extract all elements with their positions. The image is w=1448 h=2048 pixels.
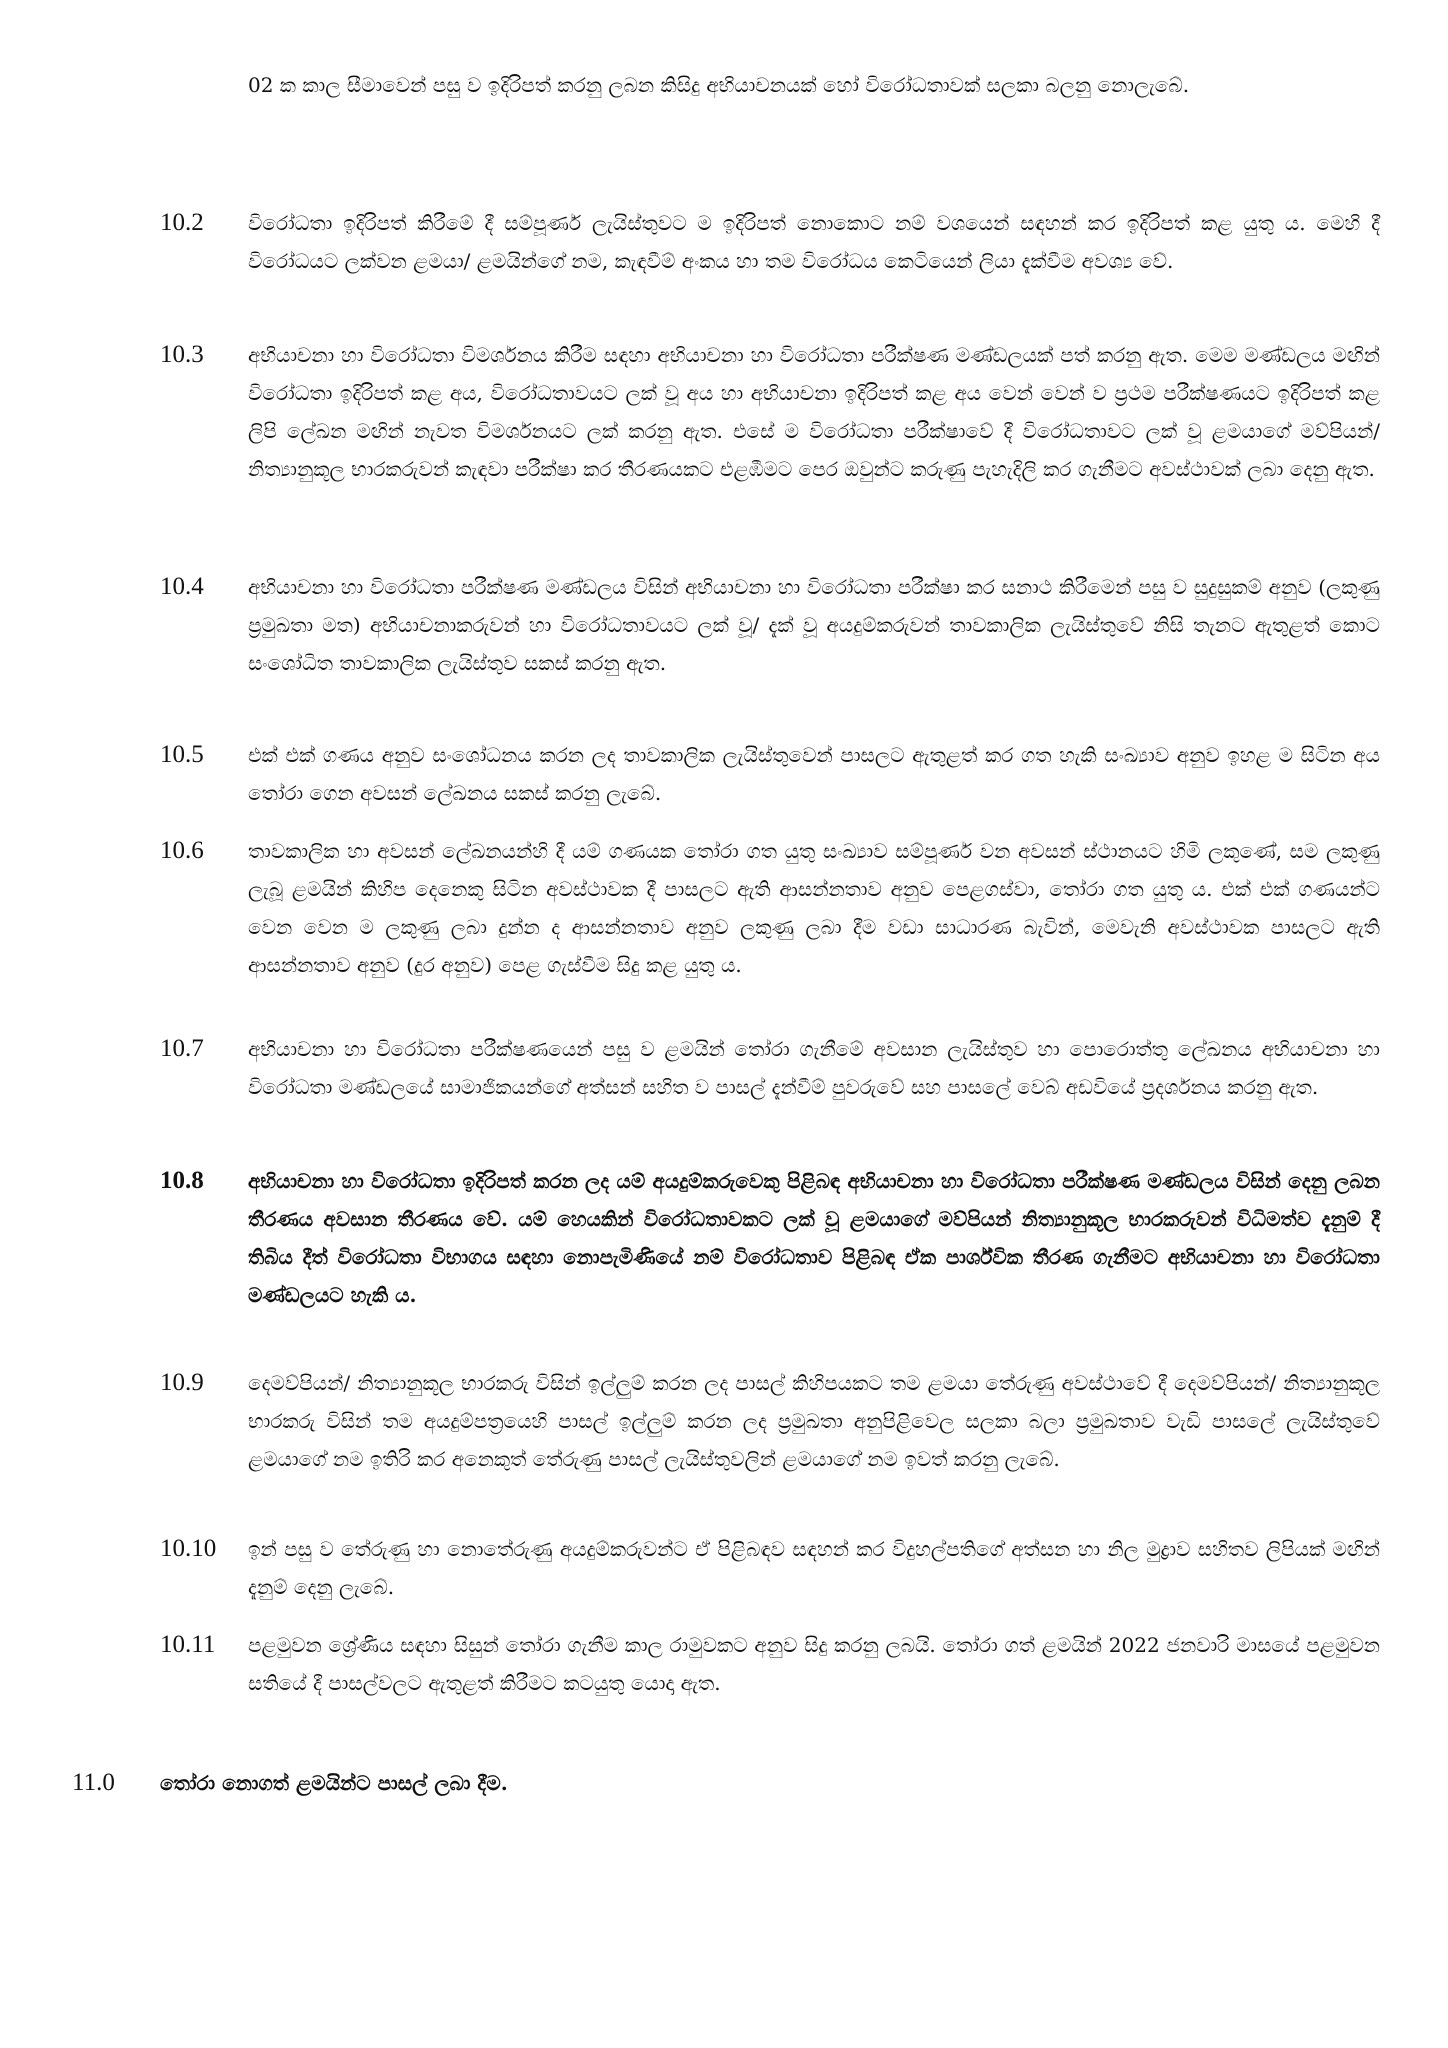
- clause-number: 10.5: [160, 741, 204, 768]
- clause-text: අභියාචනා හා විරෝධතා විමර්ශනය කිරීම සඳහා අභියාචනා හා විරෝධතා පරීක්ෂණ මණ්ඩලයක් පත් කරනු ඇත. මෙම මණ්ඩලය මඟින් විරෝධතා ඉදිරිපත් කළ අය, විරෝධතාවයට ලක් වූ අය හා අභියාචනා ඉදිරිපත් කළ අය වෙන් වෙන් ව ප්‍රථම පරීක්ෂණයට ඉදිරිපත් කළ ලිපි ලේඛන මඟින් නැවත විමර්ශනයට ලක් කරනු ඇත. එසේ ම විරෝධතා පරීක්ෂාවේ දී විරෝධතාවට ලක් වූ ළමයාගේ මව්පියන්/නිත්‍යානුකූල භාරකරුවන් කැඳවා පරීක්ෂා කර තීරණයකට එළඹීමට පෙර ඔවුන්ට කරුණු පැහැදිලි කර ගැනීමට අවස්ථාවක් ලබා දෙනු ඇත.: [248, 343, 1380, 481]
- clause-number: 10.7: [160, 1035, 204, 1062]
- clause-text: ඉන් පසු ව තේරුණු හා නොතේරුණු අයදුම්කරුවන්ට ඒ පිළිබඳව සඳහන් කර විදුහල්පතිගේ අත්සන හා නිල මුද්‍රාව සහිතව ලිපියක් මඟින් දැනුම් දෙනු ලැබේ.: [248, 1537, 1380, 1599]
- clause-text: විරෝධතා ඉදිරිපත් කිරීමේ දී සම්පූර්ණ ලැයිස්තුවට ම ඉදිරිපත් නොකොට නම් වශයෙන් සඳහන් කර ඉදිරිපත් කළ යුතු ය. මෙහි දී විරෝධයට ලක්වන ළමයා/ ළමයින්ගේ නම, කැඳවීම් අංකය හා තම විරෝධය කෙටියෙන් ලියා දැක්වීම අවශ්‍ය වේ.: [248, 211, 1380, 273]
- clause-number: 10.10: [160, 1535, 217, 1562]
- clause-number: 10.9: [160, 1369, 204, 1396]
- section-title: තෝරා නොගත් ළමයින්ට පාසල් ලබා දීම.: [160, 1771, 508, 1795]
- clause-number: 10.8: [160, 1167, 204, 1194]
- clause-number: 10.4: [160, 573, 204, 600]
- clause-number: 10.2: [160, 209, 204, 236]
- clause-number: 10.11: [160, 1631, 216, 1658]
- intro-paragraph: 02 ක කාල සීමාවෙන් පසු ව ඉදිරිපත් කරනු ලබන කිසිදු අභියාචනයක් හෝ විරෝධතාවක් සලකා බලනු නොලැබේ.: [248, 73, 1190, 97]
- clause-number: 10.3: [160, 341, 204, 368]
- clause-text: අභියාචනා හා විරෝධතා පරීක්ෂණයෙන් පසු ව ළමයින් තෝරා ගැනීමේ අවසාන ලැයිස්තුව හා පොරොත්තු ලේඛනය අභියාචනා හා විරෝධතා මණ්ඩලයේ සාමාජිකයන්ගේ අත්සන් සහිත ව පාසල් දැන්වීම් පුවරුවේ සහ පාසලේ වෙබ් අඩවියේ ප්‍රදර්ශනය කරනු ඇත.: [248, 1037, 1380, 1099]
- clause-number: 10.6: [160, 837, 204, 864]
- section-number: 11.0: [72, 1769, 115, 1796]
- clause-text: අභියාචනා හා විරෝධතා ඉදිරිපත් කරන ලද යම් අයදුම්කරුවෙකු පිළිබඳ අභියාචනා හා විරෝධතා පරීක්ෂණ මණ්ඩලය විසින් දෙනු ලබන තීරණය අවසාන තීරණය වේ. යම් හෙයකින් විරෝධතාවකට ලක් වූ ළමයාගේ මව්පියන් නිත්‍යානුකූල භාරකරුවන් විධිමත්ව දැනුම් දී තිබිය දීත් විරෝධතා විභාගය සඳහා නොපැමිණියේ නම් විරෝධතාව පිළිබඳ ඒක පාර්ශ්වික තීරණ ගැනීමට අභියාචනා හා විරෝධතා මණ්ඩලයට හැකි ය.: [248, 1169, 1380, 1307]
- clause-text: අභියාචනා හා විරෝධතා පරීක්ෂණ මණ්ඩලය විසින් අභියාචනා හා විරෝධතා පරීක්ෂා කර සනාථ කිරීමෙන් පසු ව සුදුසුකම් අනුව (ලකුණු ප්‍රමුඛතා මත) අභියාචනාකරුවන් හා විරෝධතාවයට ලක් වූ/ දැක් වූ අයදුම්කරුවන් තාවකාලික ලැයිස්තුවේ නිසි තැනට ඇතුළත් කොට සංශෝධිත තාවකාලික ලැයිස්තුව සකස් කරනු ඇත.: [248, 575, 1380, 675]
- clause-text: පළමුවන ශ්‍රේණිය සඳහා සිසුන් තෝරා ගැනීම කාල රාමුවකට අනුව සිදු කරනු ලබයි. තෝරා ගත් ළමයින් 2022 ජනවාරි මාසයේ පළමුවන සතියේ දී පාසල්වලට ඇතුළත් කිරීමට කටයුතු යොදා ඇත.: [248, 1633, 1380, 1695]
- clause-text: දෙමව්පියන්/ නිත්‍යානුකූල භාරකරු විසින් ඉල්ලුම් කරන ලද පාසල් කිහිපයකට තම ළමයා තේරුණු අවස්ථාවේ දී දෙමව්පියන්/ නිත්‍යානුකූල භාරකරු විසින් තම අයදුම්පත්‍රයෙහි පාසල් ඉල්ලුම් කරන ලද ප්‍රමුඛතා අනුපිළිවෙල සලකා බලා ප්‍රමුඛතාව වැඩි පාසලේ ලැයිස්තුවේ ළමයාගේ නම ඉතිරි කර අනෙකුත් තේරුණු පාසල් ලැයිස්තුවලින් ළමයාගේ නම ඉවත් කරනු ලැබේ.: [248, 1371, 1380, 1471]
- clause-text: තාවකාලික හා අවසන් ලේඛනයන්හි දී යම් ගණයක තෝරා ගත යුතු සංඛ්‍යාව සම්පූර්ණ වන අවසන් ස්ථානයට හිමි ලකුණේ, සම ලකුණු ලැබූ ළමයින් කිහිප දෙනෙකු සිටින අවස්ථාවක දී පාසලට ඇති ආසන්නතාව අනුව පෙළගස්වා, තෝරා ගත යුතු ය. එක් එක් ගණයන්ට වෙන වෙන ම ලකුණු ලබා දුන්න ද ආසන්නතාව අනුව ලකුණු ලබා දීම වඩා සාධාරණ බැවින්, මෙවැනි අවස්ථාවක පාසලට ඇති ආසන්නතාව අනුව (දුර අනුව) පෙළ ගැස්වීම සිදු කළ යුතු ය.: [248, 839, 1380, 977]
- clause-text: එක් එක් ගණය අනුව සංශෝධනය කරන ලද තාවකාලික ලැයිස්තුවෙන් පාසලට ඇතුළත් කර ගත හැකි සංඛ්‍යාව අනුව ඉහළ ම සිටින අය තෝරා ගෙන අවසන් ලේඛනය සකස් කරනු ලැබේ.: [248, 743, 1380, 805]
